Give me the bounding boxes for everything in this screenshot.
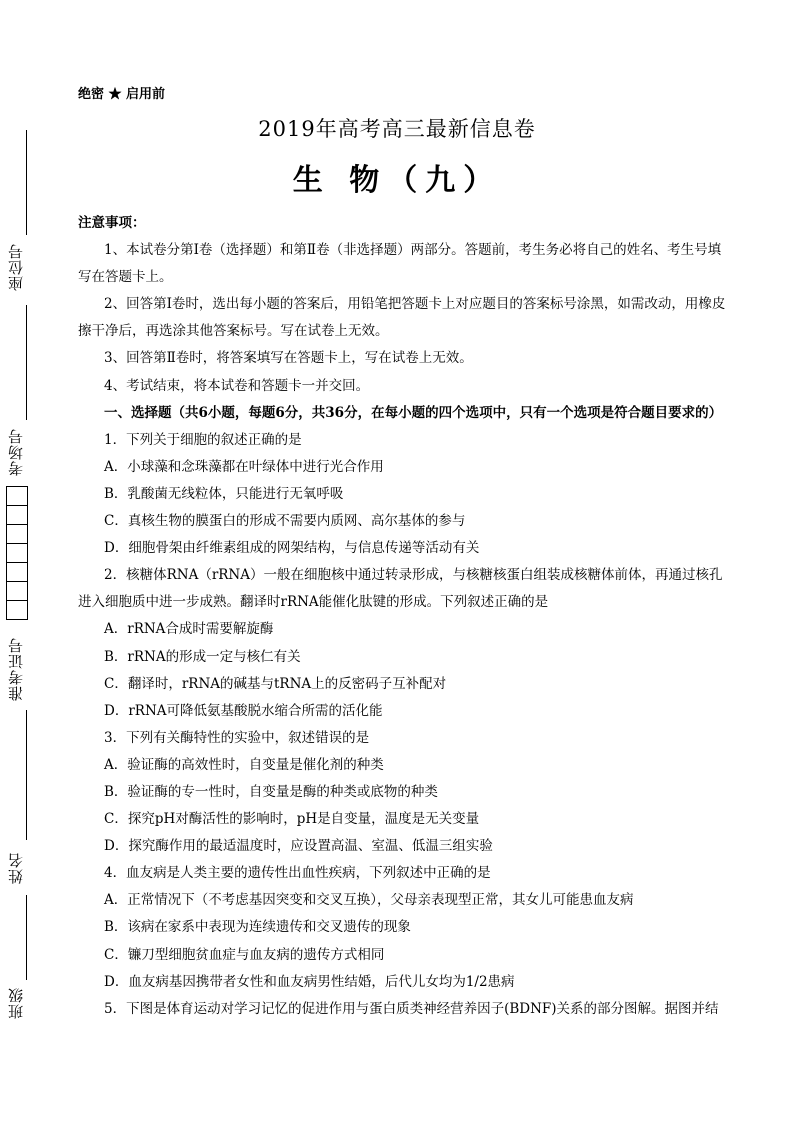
- option-d: D．血友病基因携带者女性和血友病男性结婚，后代儿女均为1/2患病: [104, 973, 515, 990]
- note-item: 1、本试卷分第Ⅰ卷（选择题）和第Ⅱ卷（非选择题）两部分。答题前，考生务必将自己的姓名、考生号填写在答题卡上。: [78, 242, 722, 286]
- subject-title: 生 物（九）: [292, 163, 502, 198]
- option-a: A．rRNA合成时需要解旋酶: [104, 621, 274, 638]
- note-item: 4、考试结束，将本试卷和答题卡一并交回。: [104, 377, 370, 394]
- option-c: C．翻译时，rRNA的碱基与tRNA上的反密码子互补配对: [104, 675, 447, 692]
- option-d: D．探究酶作用的最适温度时，应设置高温、室温、低温三组实验: [104, 838, 493, 855]
- option-d: D．rRNA可降低氨基酸脱水缩合所需的活化能: [104, 702, 383, 719]
- question-stem: 5．下图是体育运动对学习记忆的促进作用与蛋白质类神经营养因子(BDNF)关系的部分图解。据图并结: [104, 1000, 719, 1017]
- option-b: B．rRNA的形成一定与核仁有关: [104, 648, 301, 665]
- page-title: 2019年高考高三最新信息卷: [258, 117, 536, 141]
- question-stem: 4．血友病是人类主要的遗传性出血性疾病，下列叙述中正确的是: [104, 865, 491, 882]
- option-c: C．探究pH对酶活性的影响时，pH是自变量，温度是无关变量: [104, 811, 480, 828]
- notes-heading: 注意事项：: [78, 215, 146, 231]
- option-a: A．验证酶的高效性时，自变量是催化剂的种类: [104, 756, 384, 773]
- option-c: C．真核生物的膜蛋白的形成不需要内质网、高尔基体的参与: [104, 513, 466, 530]
- option-a: A．小球藻和念珠藻都在叶绿体中进行光合作用: [104, 458, 384, 475]
- option-c: C．镰刀型细胞贫血症与血友病的遗传方式相同: [104, 946, 385, 963]
- question-stem: 3．下列有关酶特性的实验中，叙述错误的是: [104, 729, 370, 746]
- number-boxes: [6, 486, 28, 620]
- secret-mark: 绝密 ★ 启用前: [78, 87, 166, 102]
- name-label: 姓名: [7, 852, 25, 884]
- question-stem: 1．下列关于细胞的叙述正确的是: [104, 431, 302, 448]
- note-item: 2、回答第Ⅰ卷时，选出每小题的答案后，用铅笔把答题卡上对应题目的答案标号涂黑，如需改动，用橡皮擦干净后，再选涂其他答案标号。写在试卷上无效。: [78, 296, 726, 340]
- binding-line: [26, 305, 27, 420]
- binding-line: [26, 710, 27, 840]
- option-b: B．乳酸菌无线粒体，只能进行无氧呼吸: [104, 485, 344, 502]
- note-item: 3、回答第Ⅱ卷时，将答案填写在答题卡上，写在试卷上无效。: [104, 350, 473, 367]
- admission-no-label: 准考证号: [7, 637, 25, 701]
- option-b: B．该病在家系中表现为连续遗传和交叉遗传的现象: [104, 919, 411, 936]
- option-d: D．细胞骨架由纤维素组成的网架结构，与信息传递等活动有关: [104, 540, 480, 557]
- binding-line: [26, 895, 27, 980]
- option-a: A．正常情况下（不考虑基因突变和交叉互换），父母亲表现型正常，其女儿可能患血友病: [104, 892, 634, 909]
- seat-no-label: 座位号: [7, 243, 25, 291]
- section-heading: 一、选择题（共6小题，每题6分，共36分，在每小题的四个选项中，只有一个选项是符合题目要求的）: [104, 404, 723, 421]
- class-label: 班级: [7, 987, 25, 1019]
- question-stem: 2．核糖体RNA（rRNA）一般在细胞核中通过转录形成，与核糖核蛋白组装成核糖体前体，再通过核孔进入细胞质中进一步成熟。翻译时rRNA能催化肽键的形成。下列叙述正确的是: [78, 567, 723, 611]
- exam-room-no-label: 考场号: [7, 428, 25, 476]
- option-b: B．验证酶的专一性时，自变量是酶的种类或底物的种类: [104, 783, 438, 800]
- exam-content: [78, 210, 730, 1023]
